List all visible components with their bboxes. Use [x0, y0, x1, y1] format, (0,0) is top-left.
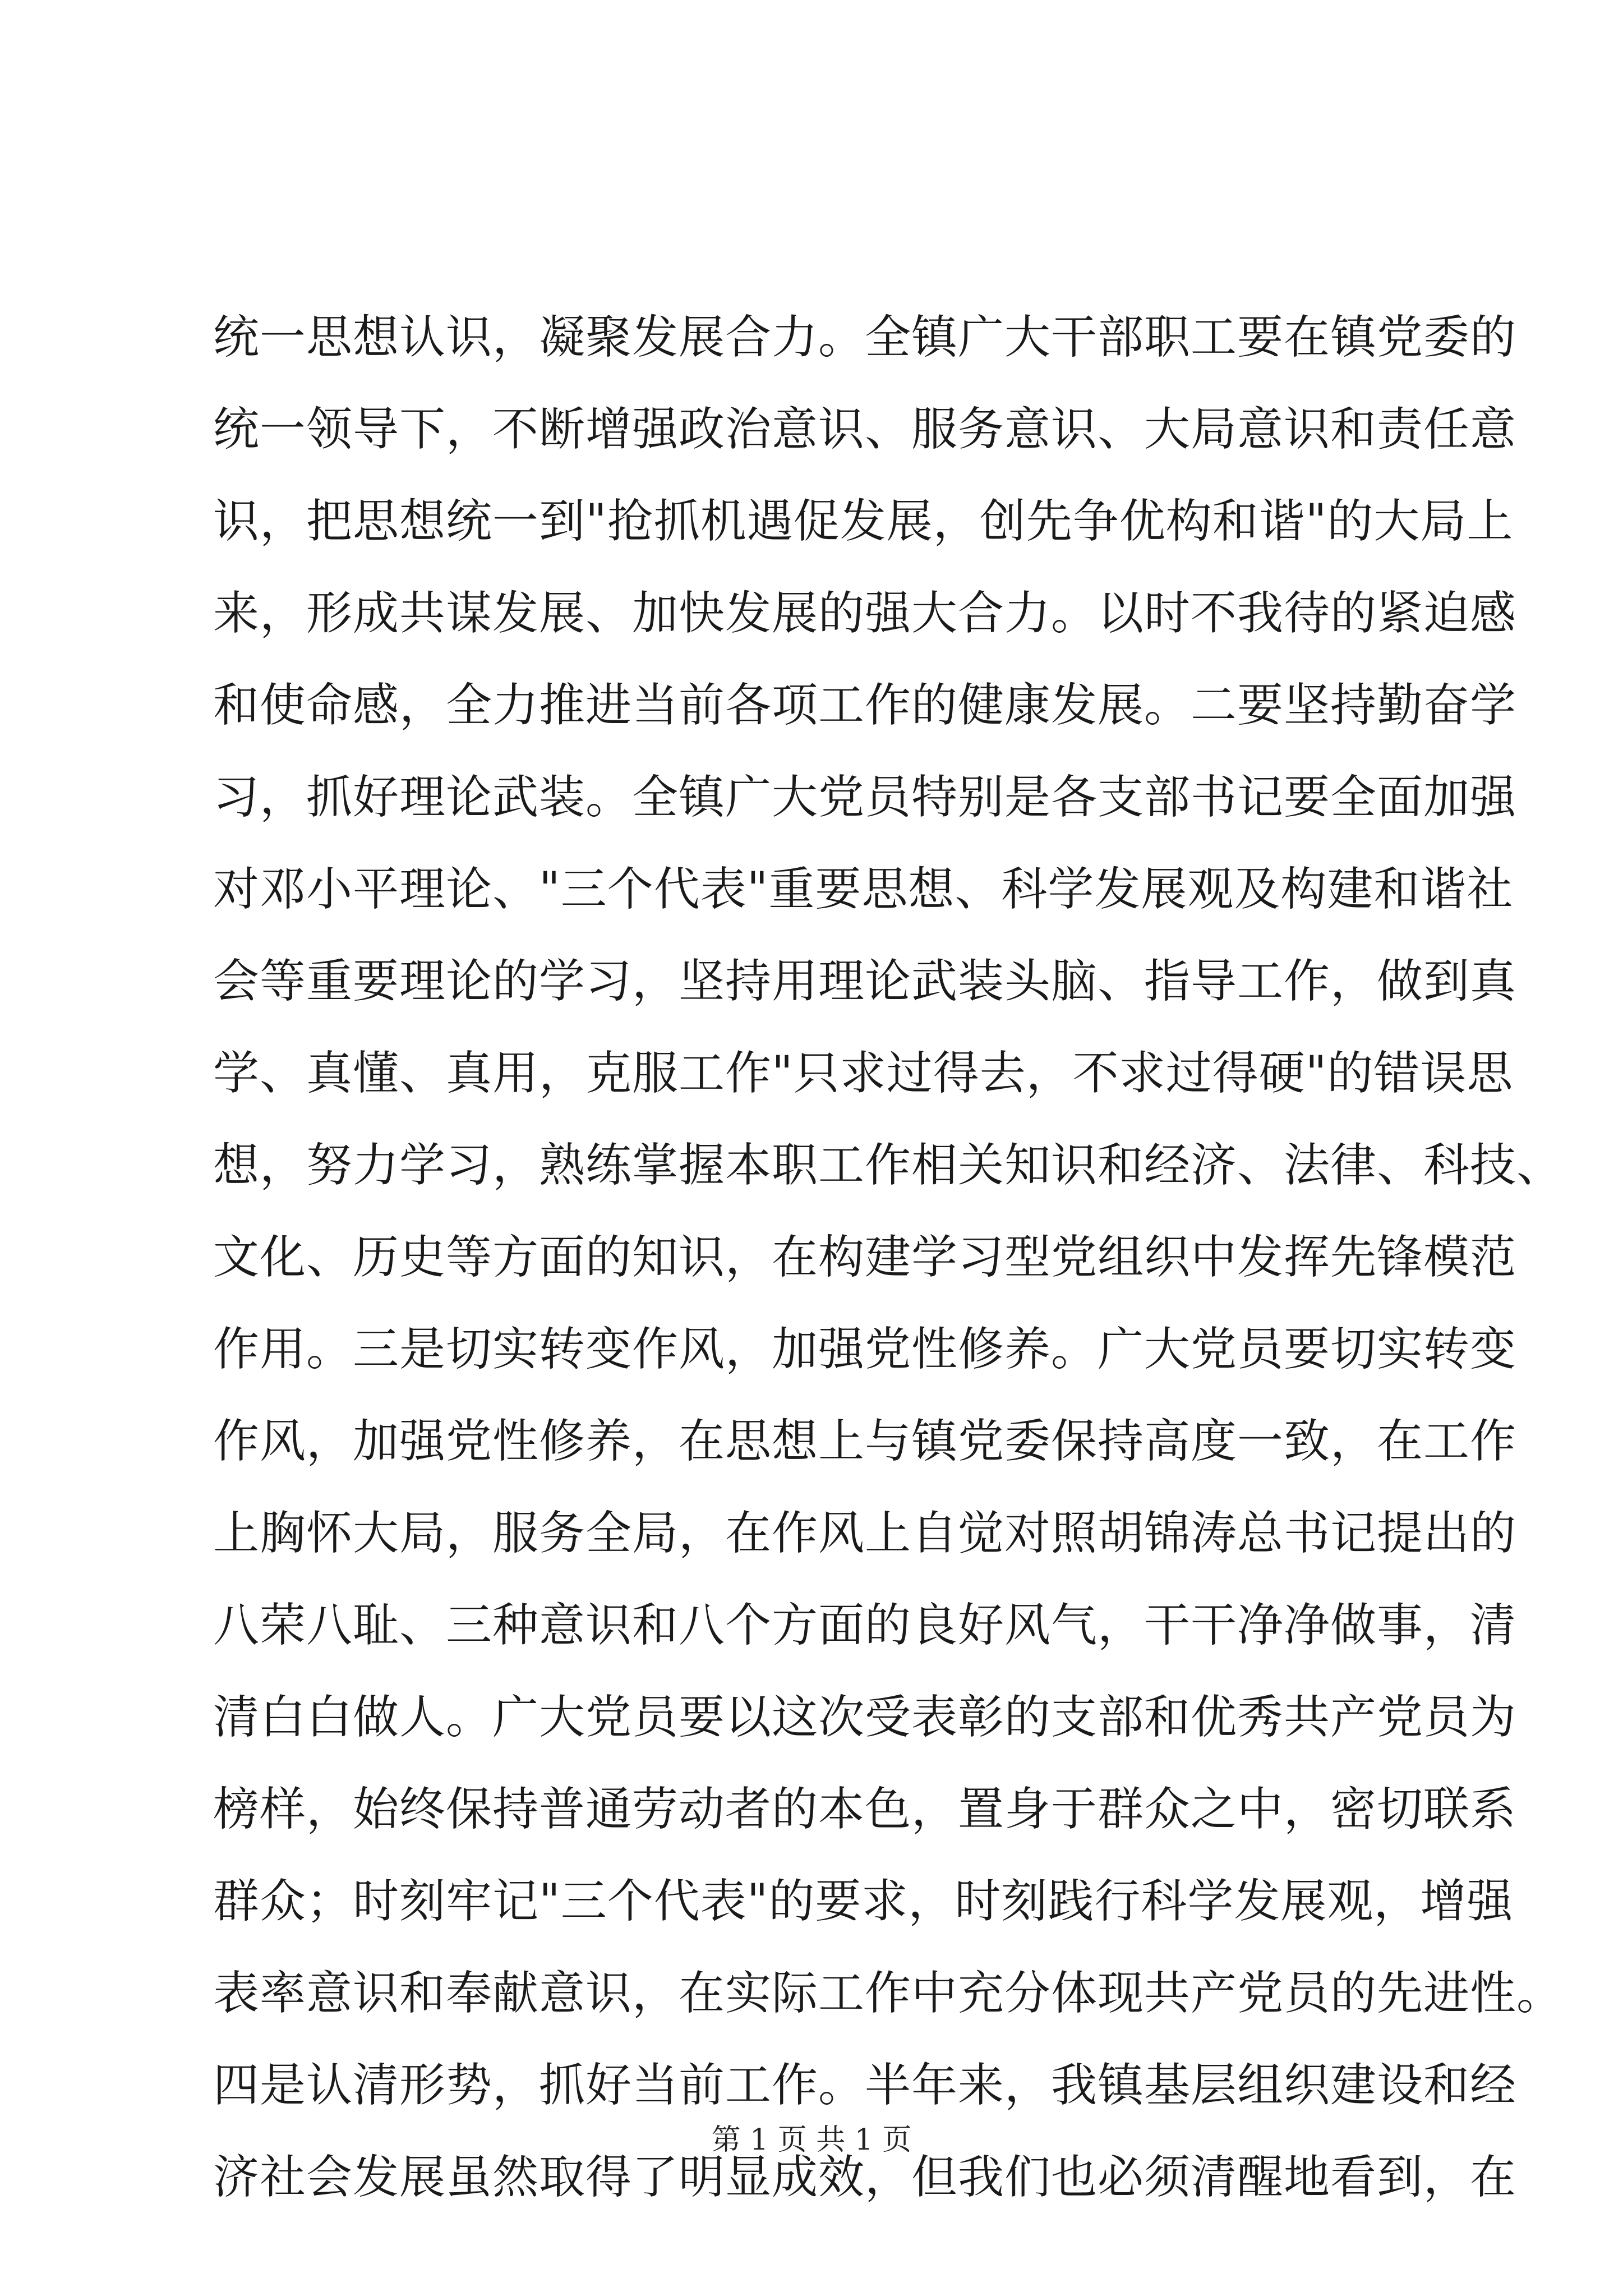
text-line: 群众；时刻牢记"三个代表"的要求，时刻践行科学发展观，增强: [213, 1875, 1514, 1928]
text-line: 想，努力学习，熟练掌握本职工作相关知识和经济、法律、科技、: [213, 1139, 1564, 1192]
text-line: 识，把思想统一到"抢抓机遇促发展，创先争优构和谐"的大局上: [213, 495, 1514, 548]
text-line: 来，形成共谋发展、加快发展的强大合力。以时不我待的紧迫感: [213, 587, 1517, 640]
text-line: 统一思想认识，凝聚发展合力。全镇广大干部职工要在镇党委的: [213, 311, 1517, 364]
text-line: 上胸怀大局，服务全局，在作风上自觉对照胡锦涛总书记提出的: [213, 1507, 1517, 1560]
text-line: 会等重要理论的学习，坚持用理论武装头脑、指导工作，做到真: [213, 955, 1517, 1008]
text-line: 文化、历史等方面的知识，在构建学习型党组织中发挥先锋模范: [213, 1231, 1517, 1284]
page-footer: [0, 2120, 1623, 2160]
text-line: 表率意识和奉献意识，在实际工作中充分体现共产党员的先进性。: [213, 1967, 1564, 2020]
text-line: 习，抓好理论武装。全镇广大党员特别是各支部书记要全面加强: [213, 771, 1517, 824]
text-line: 榜样，始终保持普通劳动者的本色，置身于群众之中，密切联系: [213, 1783, 1517, 1836]
text-line: 学、真懂、真用，克服工作"只求过得去，不求过得硬"的错误思: [213, 1047, 1514, 1100]
text-line: 八荣八耻、三种意识和八个方面的良好风气，干干净净做事，清: [213, 1599, 1517, 1652]
text-line: 作用。三是切实转变作风，加强党性修养。广大党员要切实转变: [213, 1323, 1517, 1376]
text-line: 四是认清形势，抓好当前工作。半年来，我镇基层组织建设和经: [213, 2059, 1517, 2112]
text-line: 和使命感，全力推进当前各项工作的健康发展。二要坚持勤奋学: [213, 679, 1517, 732]
text-line: 作风，加强党性修养，在思想上与镇党委保持高度一致，在工作: [213, 1415, 1517, 1468]
text-line: 清白白做人。广大党员要以这次受表彰的支部和优秀共产党员为: [213, 1691, 1517, 1744]
text-line: 济社会发展虽然取得了明显成效，但我们也必须清醒地看到，在: [213, 2151, 1517, 2204]
page-number-label: 第 1 页 共 1 页: [711, 2123, 912, 2157]
text-line: 统一领导下，不断增强政治意识、服务意识、大局意识和责任意: [213, 403, 1517, 456]
body-text: [213, 292, 1564, 2224]
text-line: 对邓小平理论、"三个代表"重要思想、科学发展观及构建和谐社: [213, 863, 1514, 916]
